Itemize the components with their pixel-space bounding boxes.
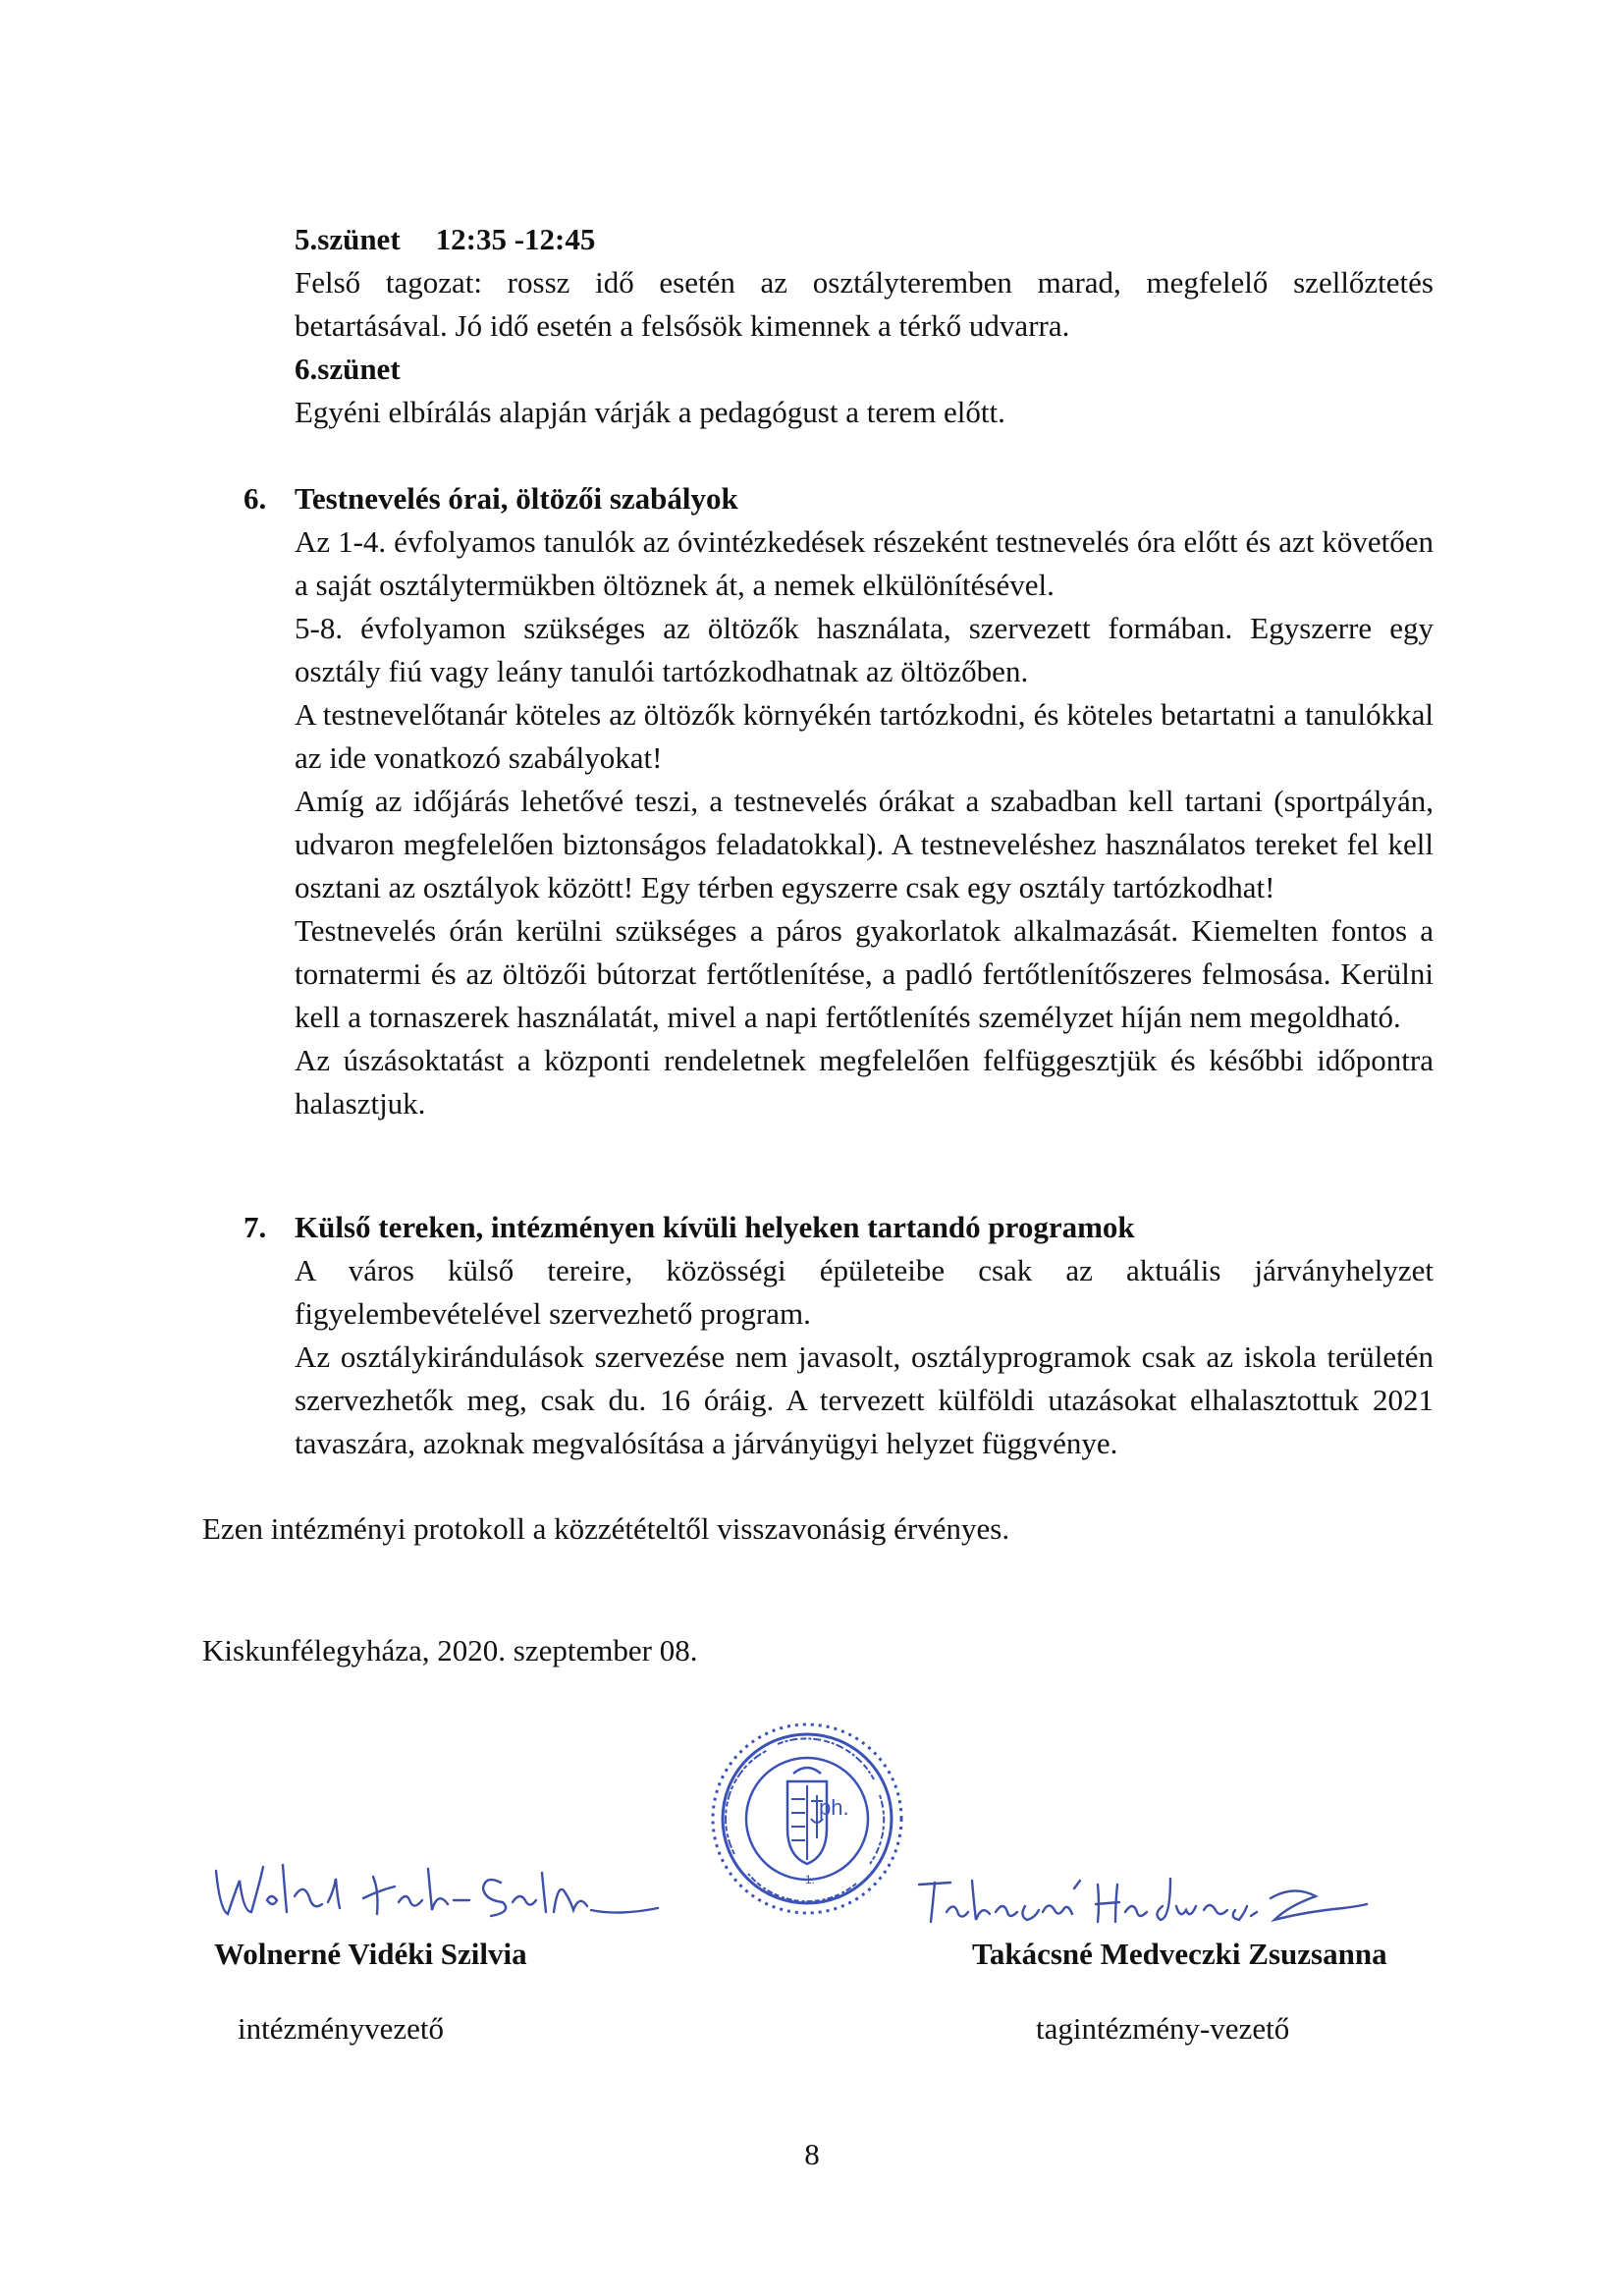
section-7-number: 7.	[244, 1210, 267, 1244]
section-6-body	[295, 520, 1434, 1125]
break-5-heading	[295, 218, 1434, 261]
place-date: Kiskunfélegyháza, 2020. szeptember 08.	[202, 1633, 698, 1667]
section-6-paragraph: Az úszásoktatást a központi rendeletnek megfelelően felfüggesztjük és későbbi időpontra halasztjuk.	[295, 1043, 1434, 1121]
break-6-title: 6.szünet	[295, 352, 401, 386]
section-7-paragraph: A város külső tereire, közösségi épületeibe csak az aktuális járványhelyzet figyelembevételével szervezhető program.	[295, 1253, 1434, 1331]
section-7-paragraph: Az osztálykirándulások szervezése nem javasolt, osztályprogramok csak az iskola területén szervezhetők meg, csak du. 16 óráig. A tervezett külföldi utazásokat elhalasztottuk 2021 tavaszára, azoknak megvalósítása a járványügyi helyzet függvénye.	[295, 1339, 1434, 1460]
signatory-role: tagintézmény-vezető	[1036, 2011, 1290, 2046]
break-5-block	[295, 218, 1434, 434]
section-7-title: Külső tereken, intézményen kívüli helyeken tartandó programok	[295, 1210, 1135, 1244]
official-stamp	[709, 1721, 905, 1917]
section-7-body	[295, 1249, 1434, 1465]
section-6-paragraph: 5-8. évfolyamon szükséges az öltözők használata, szervezett formában. Egyszerre egy osztály fiú vagy leány tanulói tartózkodhatnak az öltözőben.	[295, 611, 1434, 688]
section-6-paragraph: Testnevelés órán kerülni szükséges a páros gyakorlatok alkalmazását. Kiemelten fontos a tornatermi és az öltözői bútorzat fertőtlenítése, a padló fertőtlenítőszeres felmosása. Kerülni kell a tornaszerek használatát, mivel a napi fertőtlenítés személyzet híján nem megoldható.	[295, 913, 1434, 1034]
break-5-title: 5.szünet	[295, 222, 401, 256]
svg-text:ph.: ph.	[819, 1795, 849, 1820]
page-number: 8	[804, 2137, 820, 2171]
section-6-title: Testnevelés órai, öltözői szabályok	[295, 481, 738, 516]
break-5-time: 12:35 -12:45	[435, 222, 596, 256]
section-6-number: 6.	[244, 481, 267, 516]
validity-statement: Ezen intézményi protokoll a közzétételtől visszavonásig érvényes.	[202, 1511, 1010, 1546]
break-6-text: Egyéni elbírálás alapján várják a pedagógust a terem előtt.	[295, 395, 1005, 429]
section-6-paragraph: A testnevelőtanár köteles az öltözők környékén tartózkodni, és köteles betartatni a tanulókkal az ide vonatkozó szabályokat!	[295, 697, 1434, 775]
section-6-heading	[244, 477, 738, 520]
signature-wolnerne	[206, 1851, 677, 1930]
signature-takacsne	[911, 1861, 1373, 1940]
section-7-heading	[244, 1206, 1135, 1249]
signatory-name: Wolnerné Vidéki Szilvia	[214, 1937, 527, 1971]
section-6-paragraph: Az 1-4. évfolyamos tanulók az óvintézkedések részeként testnevelés óra előtt és azt követően a saját osztálytermükben öltöznek át, a nemek elkülönítésével.	[295, 524, 1434, 602]
signatory-role: intézményvezető	[238, 2011, 445, 2046]
section-6-paragraph: Amíg az időjárás lehetővé teszi, a testnevelés órákat a szabadban kell tartani (sportpályán, udvaron megfelelően biztonságos feladatokkal). A testneveléshez használatos tereket fel kell osztani az osztályok között! Egy térben egyszerre csak egy osztály tartózkodhat!	[295, 784, 1434, 904]
break-5-text: Felső tagozat: rossz idő esetén az osztályteremben marad, megfelelő szellőztetés betartásával. Jó idő esetén a felsősök kimennek a térkő udvarra.	[295, 265, 1434, 343]
signatory-name: Takácsné Medveczki Zsuzsanna	[972, 1937, 1387, 1971]
svg-text:1.: 1.	[805, 1873, 816, 1886]
